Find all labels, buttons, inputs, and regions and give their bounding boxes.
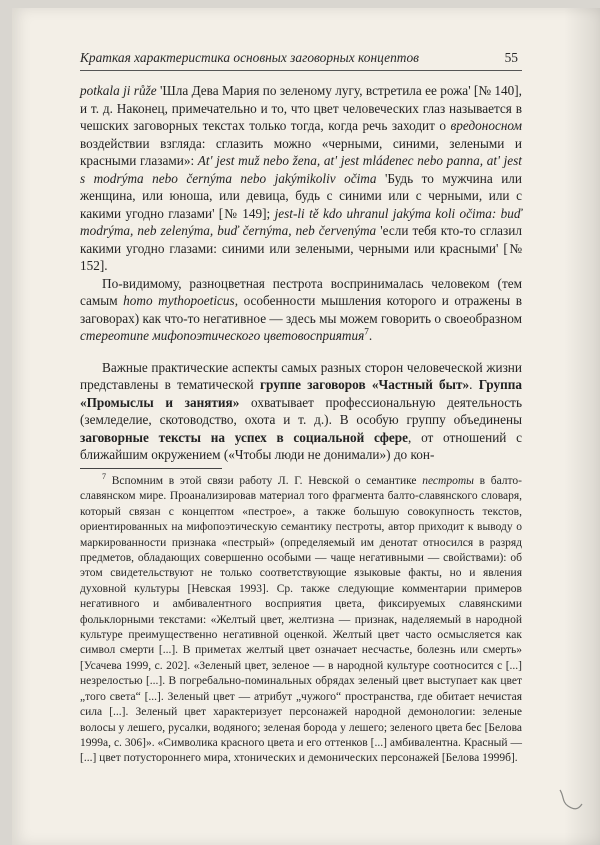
text-run: По-видимому, разноцветная пестрота воспринималась человеком (тем самым bbox=[80, 275, 522, 308]
paragraph bbox=[80, 82, 522, 275]
text-run: 'Шла Дева Мария по зеленому лугу, встретила ее рожа' [№ 140], и т. д. Наконец, примечательно и то, что цвет человеческих глаз называется в чешских заговорных текстах только тогда, когда речь заходит о bbox=[80, 83, 522, 133]
text-run: , от отношений с ближайшим окружением («Чтобы люди не донимали») до кон- bbox=[80, 429, 523, 462]
footnote bbox=[80, 468, 522, 767]
text-run: стереотипе мифопоэтического цветовосприятия bbox=[80, 328, 365, 343]
text-run: Вспомним в этой связи работу Л. Г. Невской о семантике bbox=[106, 475, 423, 487]
text-run: At' jest muž nebo žena, at' jest mládenec nebo panna, at' jest s modrýma nebo černýma nebo jakýmikoliv očima bbox=[80, 153, 522, 186]
page-gutter-shadow bbox=[564, 8, 600, 845]
pen-mark-icon bbox=[556, 786, 586, 816]
text-run: воздействии взгляда: сглазить можно «черными, синими, зелеными и красными глазами»: bbox=[80, 135, 522, 168]
footnote-divider bbox=[80, 468, 222, 469]
text-run: 'если тебя кто-то сглазил какими угодно глазами: синими или зелеными, черными или красными' [№ 152]. bbox=[80, 223, 522, 273]
text-run: , особенности мышления которого и отражены в заговорах) как что-то негативное — здесь мы можем говорить о своеобразном bbox=[80, 293, 522, 326]
page-number: 55 bbox=[504, 50, 518, 65]
main-text bbox=[80, 82, 522, 464]
text-run: 'Будь то мужчина или женщина, или юноша, или девица, будь с синими или с черными, или с какими угодно глазами' [№ 149]; bbox=[80, 170, 522, 221]
text-run: . bbox=[368, 328, 373, 343]
text-run: potkala ji růže bbox=[80, 83, 157, 98]
text-run: пестроты bbox=[422, 475, 474, 487]
text-run: заговорные тексты на успех в социальной сфере bbox=[80, 429, 409, 445]
paragraph bbox=[80, 359, 522, 464]
text-run: в балто-славянском мире. Проанализировав материал того фрагмента балто-славянского словаря, который связан с концептом «пестрое», а также большую совокупность текстов, ориентированных на мифопоэтическую семантику пестроты, автор приходит к выводу о маркированности признака «пестрый» (определяемый им денотат относился в разряд предметов, обладающих совершенно особыми — чаще негативными — свойствами): об этом свидетельствуют не только соответствующие языковые факты, но и явления духовной культуры [Невская 1993]. Ср. также следующие комментарии примеров негативного и амбивалентного восприятия цвета, фиксируемых славянскими фольклорными текстами: «Желтый цвет, желтизна — признак, наделяемый в народной культуре преимущественно негативной оценкой. Желтый цвет часто осмысляется как символ смерти [...]. В приметах желтый цвет означает несчастье, болезнь или смерть» [Усачева 1999, с. 202]. «Зеленый цвет, зеленое — в народной культуре соотносится с [...] незрелостью [...]. В погребально-поминальных обрядах зеленый цвет выступает как цвет „того света“ [...]. Зеленый цвет — атрибут „чужого“ пространства, где обитает нечистая сила [...]. Зеленый цвет характеризует персонажей народной демонологии: зеленые волосы у лешего, русалки, водяного; зеленая борода у лешего; зеленого цвета бес [Белова 1999а, с. 306]». «Символика красного цвета и его оттенков [...] амбивалентна. Красный — [...] цвет потустороннего мира, хтонических и демонических персонажей [Белова 1999б]. bbox=[80, 475, 522, 765]
text-run: Группа «Промыслы и занятия» bbox=[80, 377, 522, 410]
paragraph bbox=[80, 275, 522, 345]
footnote-marker: 7 bbox=[102, 472, 107, 482]
running-header-title: Краткая характеристика основных заговорных концептов bbox=[80, 50, 419, 65]
text-run: вредоносном bbox=[450, 118, 522, 133]
footnote-marker: 7 bbox=[364, 327, 369, 338]
text-run: охватывает профессиональную деятельность (земледелие, скотоводство, охота и т. д.). В особую группу объединены bbox=[80, 394, 522, 427]
text-run: homo mythopoeticus bbox=[123, 293, 235, 308]
text-run: . bbox=[469, 377, 479, 392]
running-header bbox=[80, 50, 522, 71]
text-run: jest-li tě kdo uhranul jakýma koli očima: buď modrýma, neb zelenýma, buď černýma, neb červenýma bbox=[80, 205, 522, 238]
text-run: Важные практические аспекты самых разных сторон человеческой жизни представлены в тематической bbox=[80, 359, 522, 392]
text-run: группе заговоров «Частный быт» bbox=[259, 377, 470, 392]
footnote-text bbox=[80, 474, 522, 767]
